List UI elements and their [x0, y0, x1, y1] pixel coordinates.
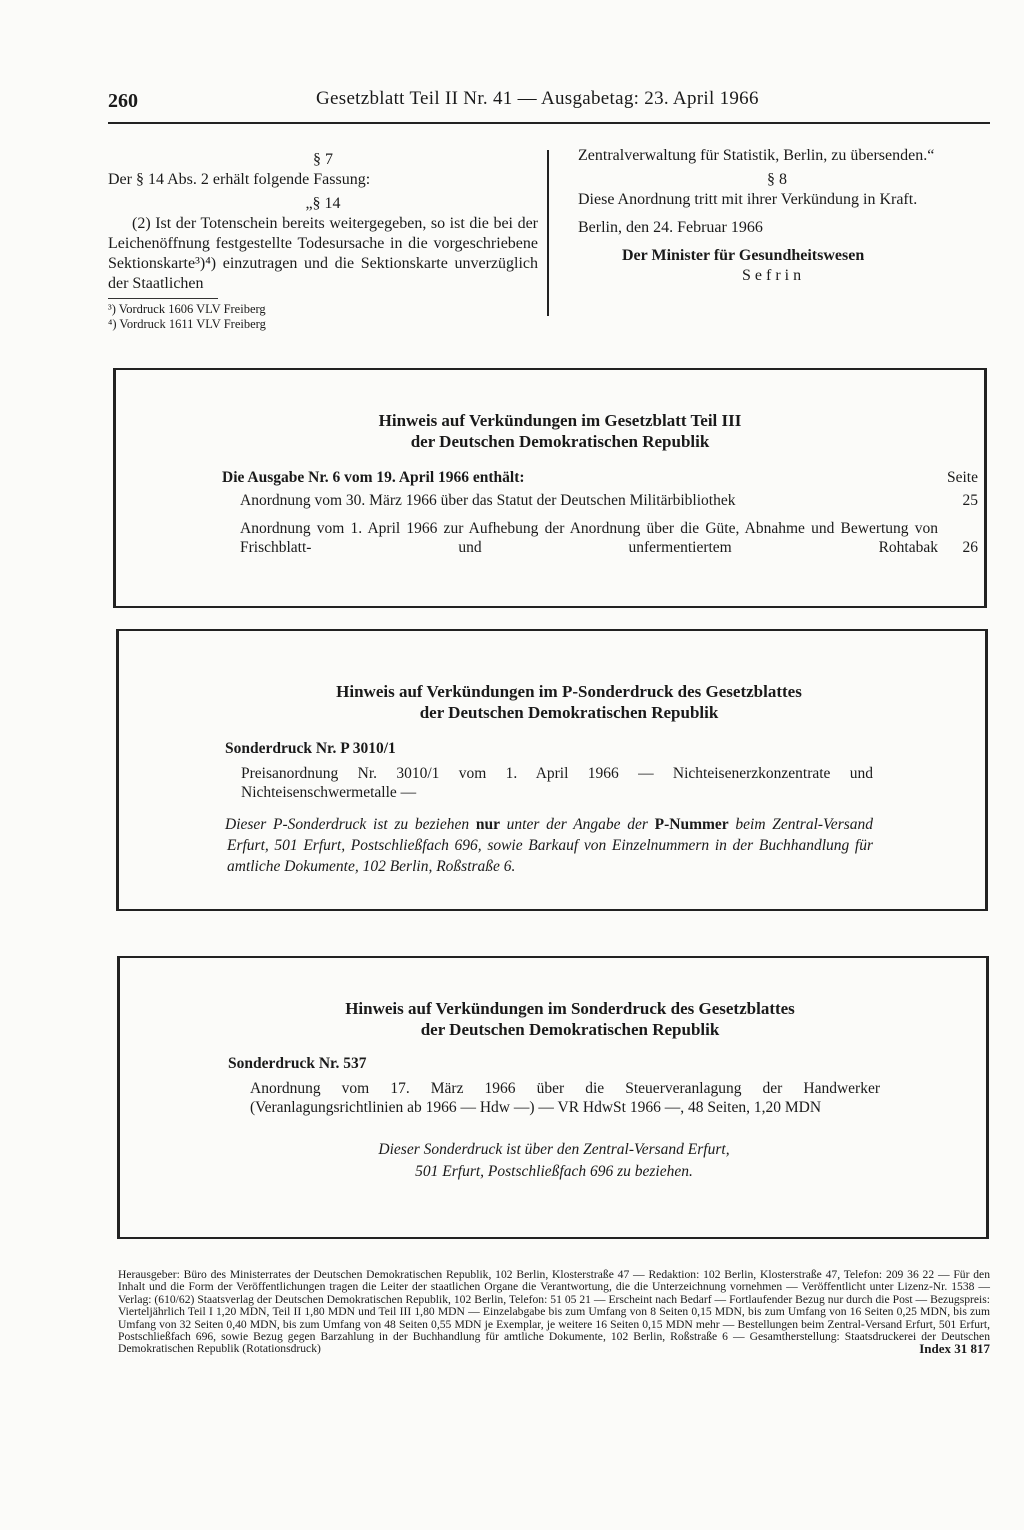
sonderdruck-number: Sonderdruck Nr. P 3010/1: [225, 740, 396, 757]
notice-box-sonderdruck: [117, 956, 989, 1239]
sonderdruck-item: Anordnung vom 17. März 1966 über die Steuerveranlagung der Handwerker (Veranlagungsrichtlinien ab 1966 — Hdw —) — VR HdwSt 1966 —, 48 Seiten, 1,20 MDN: [250, 1080, 880, 1116]
amendment-intro: Der § 14 Abs. 2 erhält folgende Fassung:: [108, 171, 371, 188]
quote-mark-14: „§ 14: [305, 195, 341, 212]
notice-box-teil3: [113, 368, 987, 608]
notice-title-line2: der Deutschen Demokratischen Republik: [420, 1020, 720, 1039]
notice-title-line1: Hinweis auf Verkündungen im Gesetzblatt Teil III: [378, 411, 742, 430]
order-note-line1: Dieser Sonderdruck ist über den Zentral-Versand Erfurt,: [378, 1141, 730, 1158]
effective-clause: Diese Anordnung tritt mit ihrer Verkündung in Kraft.: [578, 191, 918, 208]
page-header: [108, 88, 990, 118]
list-item: [222, 519, 978, 557]
list-item: [222, 491, 978, 510]
continuation-text: Zentralverwaltung für Statistik, Berlin, zu übersenden.“: [578, 147, 935, 164]
toc-item-text: Anordnung vom 1. April 1966 zur Aufhebung der Anordnung über die Güte, Abnahme und Bewertung von Frischblatt- und unfermentiertem Rohtabak: [240, 520, 938, 556]
toc-item-page: 25: [962, 492, 978, 509]
sonderdruck-item: Preisanordnung Nr. 3010/1 vom 1. April 1966 — Nichteisenerzkonzentrate und Nichteisenschwermetalle —: [241, 765, 873, 801]
notice-title-line2: der Deutschen Demokratischen Republik: [410, 432, 710, 451]
notice-box-p-sonderdruck: [116, 629, 988, 911]
footnote-4: ⁴) Vordruck 1611 VLV Freiberg: [108, 317, 266, 331]
order-note-line2: 501 Erfurt, Postschließfach 696 zu beziehen.: [415, 1163, 693, 1180]
signatory-name: Sefrin: [742, 267, 806, 284]
index-number: Index 31 817: [919, 1341, 990, 1357]
order-note: [228, 1139, 880, 1183]
issue-lead: Die Ausgabe Nr. 6 vom 19. April 1966 enthält:: [222, 469, 525, 486]
footnote-rule: [108, 298, 218, 299]
column-divider: [547, 150, 549, 316]
section-mark-7: § 7: [313, 151, 333, 168]
place-date: Berlin, den 24. Februar 1966: [578, 219, 763, 236]
right-column: [568, 146, 986, 286]
imprint-text: Herausgeber: Büro des Ministerrates der Deutschen Demokratischen Republik, 102 Berlin, Klosterstraße 47 — Redaktion: 102 Berlin, Klosterstraße 47, Telefon: 209 36 22 — Für den Inhalt und die Form der Veröffentlichungen tragen die Leiter der staatlichen Organe die Verantwortung, die die Unterzeichnung vornehmen — Veröffentlicht unter Lizenz-Nr. 1538 — Verlag: (610/62) Staatsverlag der Deutschen Demokratischen Republik, 102 Berlin, Telefon: 51 05 21 — Erscheint nach Bedarf — Fortlaufender Bezug nur durch die Post — Bezugspreis: Vierteljährlich Teil I 1,20 MDN, Teil II 1,80 MDN und Teil III 1,80 MDN — Einzelabgabe bis zum Umfang von 8 Seiten 0,15 MDN, bis zum Umfang von 16 Seiten 0,25 MDN, bis zum Umfang von 32 Seiten 0,40 MDN, bis zum Umfang von 48 Seiten 0,55 MDN je Exemplar, je weitere 16 Seiten 0,15 MDN mehr — Bestellungen beim Zentral-Versand Erfurt, 501 Erfurt, Postschließfach 696, sowie Bezug gegen Barzahlung in der Buchhandlung für amtliche Dokumente, 102 Berlin, Roßstraße 6 — Gesamtherstellung: Staatsdruckerei der Deutschen Demokratischen Republik (Rotationsdruck): [118, 1268, 990, 1356]
footnote-3: ³) Vordruck 1606 VLV Freiberg: [108, 302, 266, 316]
order-note-emphasis: P-Nummer: [654, 816, 729, 833]
left-column: [108, 150, 538, 332]
header-rule: [108, 122, 990, 124]
amendment-paragraph: (2) Ist der Totenschein bereits weitergegeben, so ist die bei der Leichenöffnung festgestellte Todesursache in die vorgeschriebene Sektionskarte³)⁴) einzutragen und die Sektionskarte unverzüglich der Staatlichen: [108, 215, 538, 292]
order-note-emphasis: nur: [475, 816, 500, 833]
sonderdruck-number: Sonderdruck Nr. 537: [228, 1055, 367, 1072]
toc-item-text: Anordnung vom 30. März 1966 über das Statut der Deutschen Militärbibliothek: [240, 492, 736, 509]
notice-title-line1: Hinweis auf Verkündungen im Sonderdruck des Gesetzblattes: [345, 999, 795, 1018]
section-mark-8: § 8: [767, 171, 787, 188]
page-number: 260: [108, 90, 138, 112]
order-note-part: Dieser P-Sonderdruck ist zu beziehen: [225, 816, 470, 833]
imprint: [118, 1269, 990, 1356]
order-note: [225, 814, 873, 877]
order-note-part: beim Zentral-Versand Erfurt, 501 Erfurt, Postschließfach 696, sowie Barkauf von Einzelnummern in der Buchhandlung für amtliche Dokumente, 102 Berlin, Roßstraße 6.: [227, 816, 874, 875]
running-head: Gesetzblatt Teil II Nr. 41 — Ausgabetag: 23. April 1966: [316, 88, 759, 109]
toc-item-page: 26: [962, 539, 978, 556]
signatory-title: Der Minister für Gesundheitswesen: [622, 247, 865, 264]
notice-title-line1: Hinweis auf Verkündungen im P-Sonderdruck des Gesetzblattes: [336, 682, 802, 701]
order-note-part: unter der Angabe der: [506, 816, 648, 833]
notice-title-line2: der Deutschen Demokratischen Republik: [419, 703, 719, 722]
page-column-header: Seite: [947, 469, 978, 486]
